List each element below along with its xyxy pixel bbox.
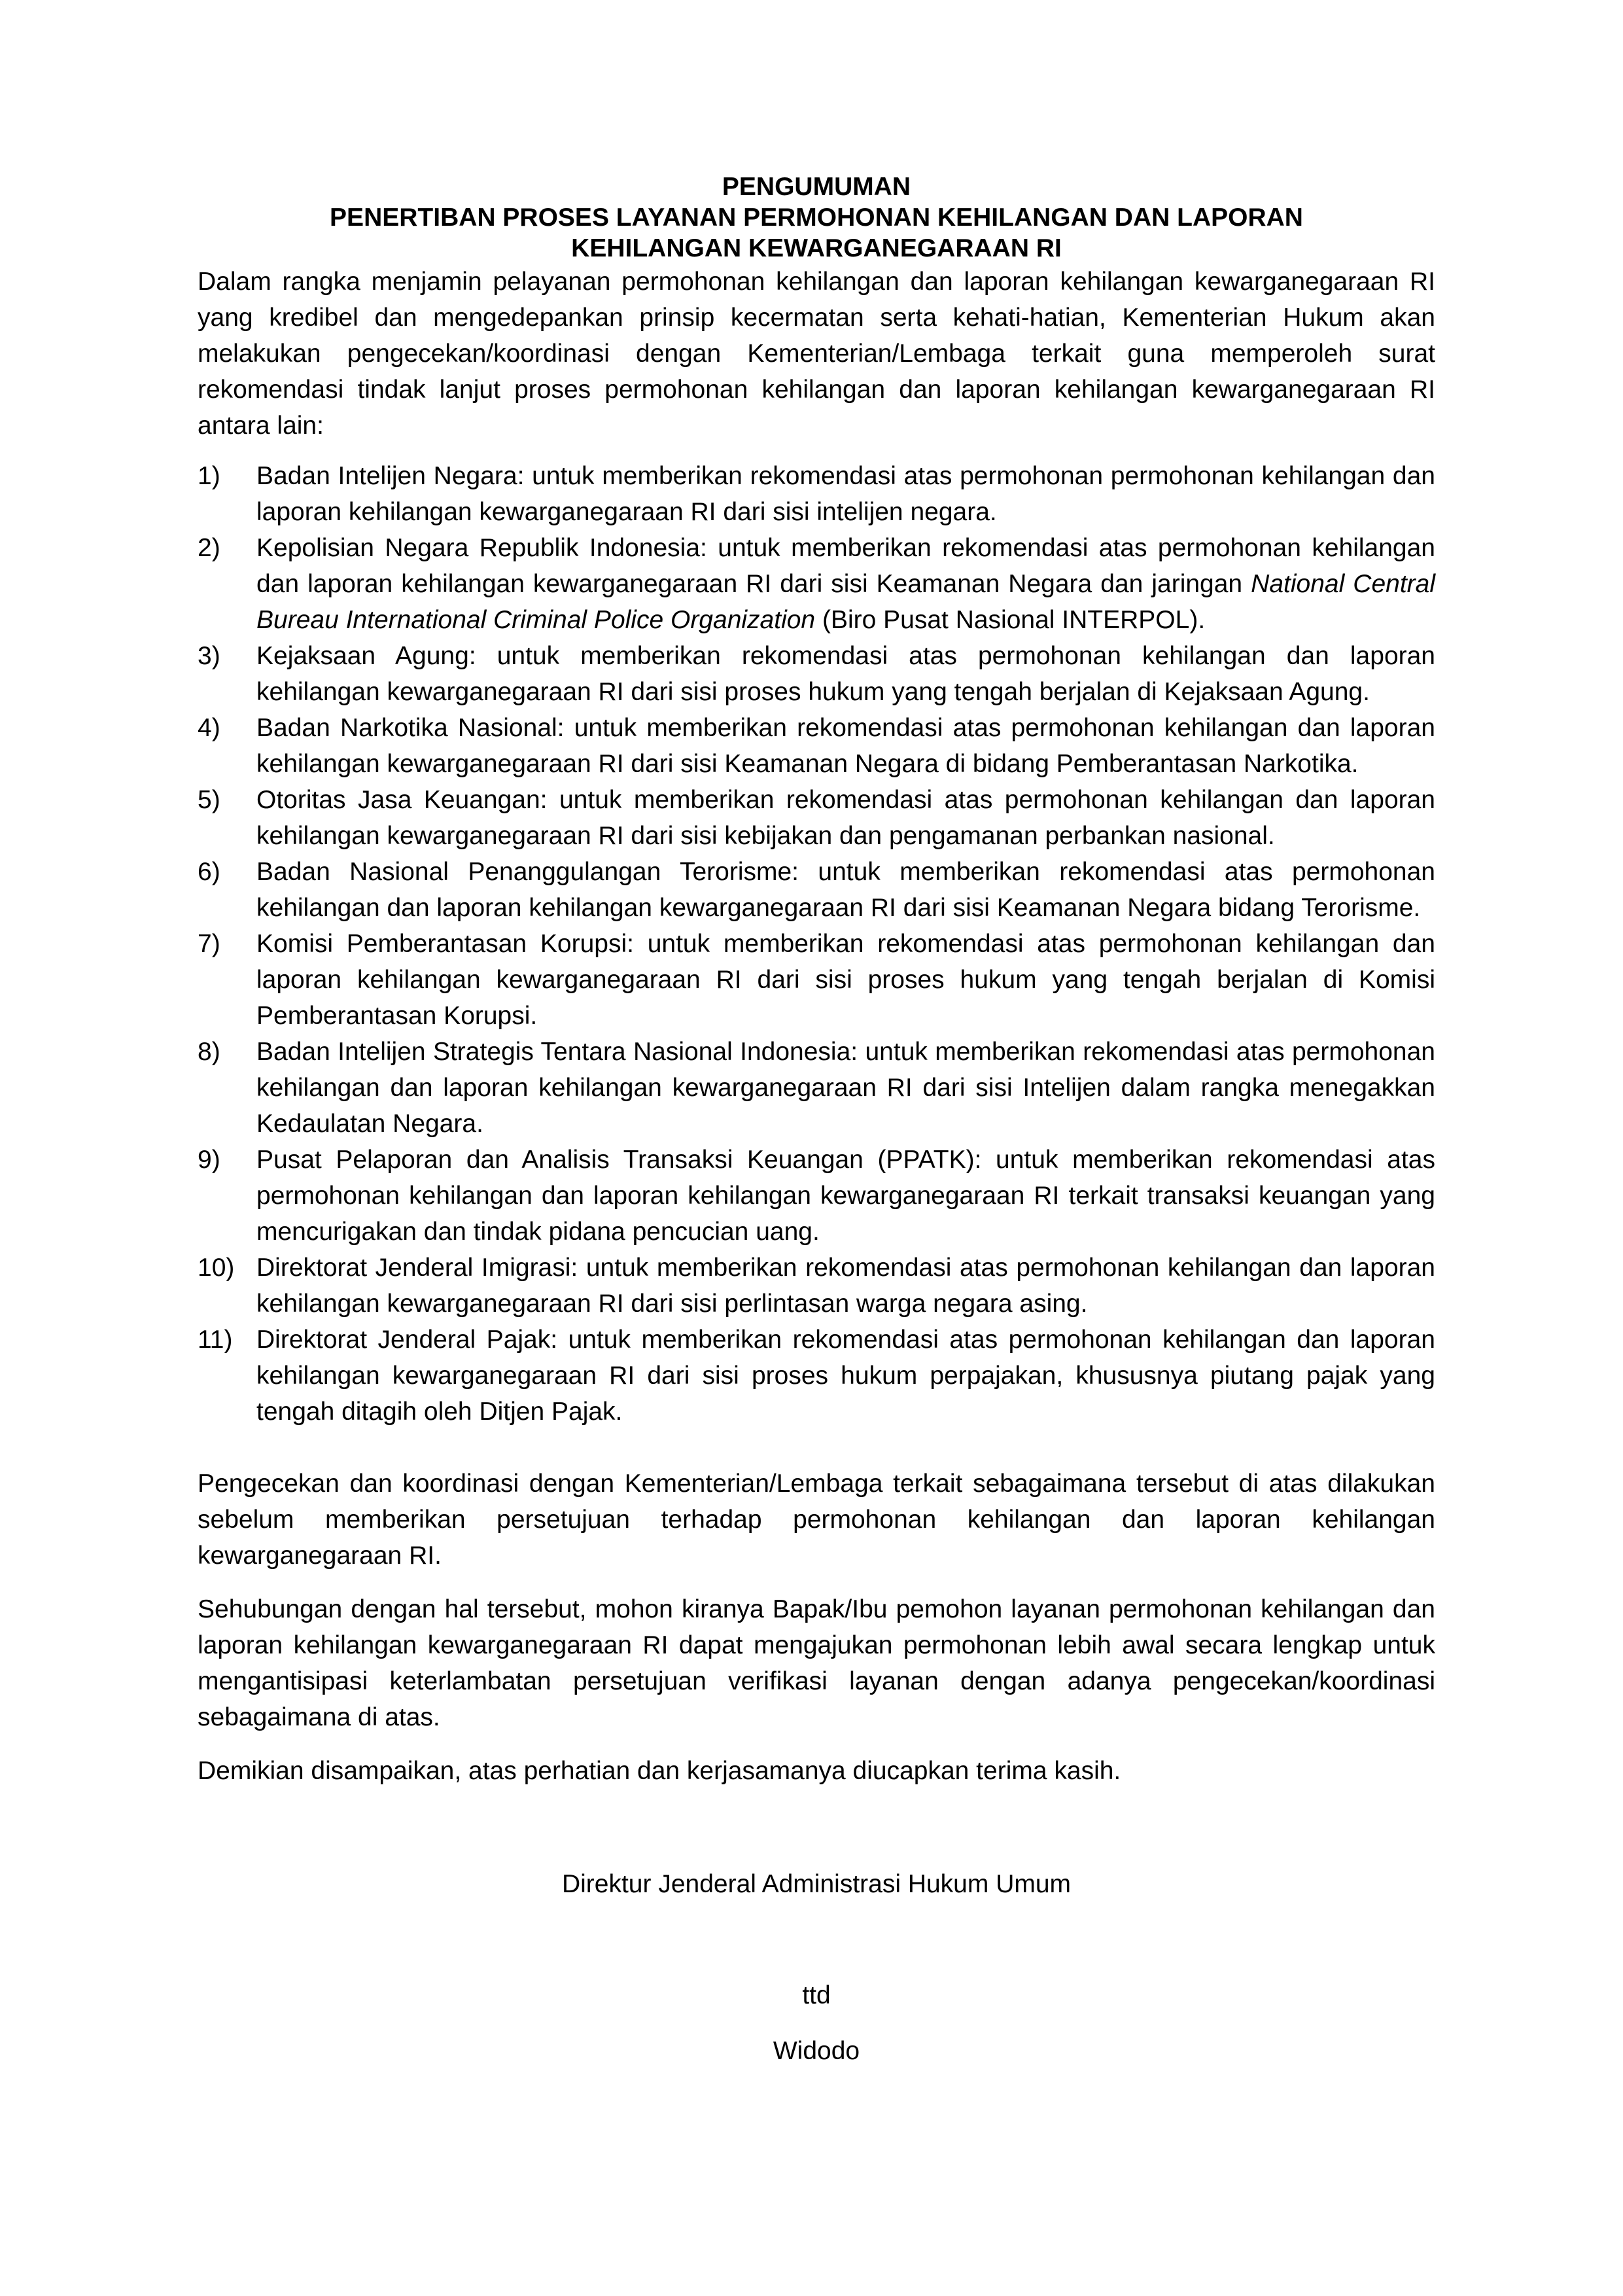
list-item-number: 1) [198,462,220,490]
list-item [198,782,1435,854]
closing-paragraph-3: Demikian disampaikan, atas perhatian dan kerjasamanya diucapkan terima kasih. [198,1757,1121,1785]
intro-paragraph: Dalam rangka menjamin pelayanan permohonan kehilangan dan laporan kehilangan kewarganegaraan RI yang kredibel dan mengedepankan prinsip kecermatan serta kehati-hatian, Kementerian Hukum akan melakukan pengecekan/koordinasi dengan Kementerian/Lembaga terkait guna memperoleh surat rekomendasi tindak lanjut proses permohonan kehilangan dan laporan kehilangan kewarganegaraan RI antara lain: [198,268,1435,440]
spacer [198,1735,1435,1753]
document-title [198,171,1435,264]
list-item-text: Direktorat Jenderal Imigrasi: untuk memberikan rekomendasi atas permohonan kehilangan dan laporan kehilangan kewarganegaraan RI dari sisi perlintasan warga negara asing. [256,1254,1435,1318]
signatory-name: Widodo [773,2037,860,2065]
list-item-number: 10) [198,1254,235,1282]
list-item-number: 3) [198,642,220,670]
list-item-text: Pusat Pelaporan dan Analisis Transaksi Keuangan (PPATK): untuk memberikan rekomendasi atas permohonan kehilangan dan laporan kehilangan kewarganegaraan RI terkait transaksi keuangan yang mencurigakan dan tindak pidana pencucian uang. [256,1146,1435,1246]
list-item [198,854,1435,926]
list-item [198,926,1435,1034]
list-item-number: 2) [198,534,220,562]
spacer [198,1430,1435,1466]
list-item-text: Direktorat Jenderal Pajak: untuk memberikan rekomendasi atas permohonan kehilangan dan laporan kehilangan kewarganegaraan RI dari sisi proses hukum perpajakan, khususnya piutang pajak yang tengah ditagih oleh Ditjen Pajak. [256,1326,1435,1426]
list-item-number: 9) [198,1146,220,1174]
list-item [198,1322,1435,1430]
list-item [198,710,1435,782]
list-item-text: Komisi Pemberantasan Korupsi: untuk memberikan rekomendasi atas permohonan kehilangan dan laporan kehilangan kewarganegaraan RI dari sisi proses hukum yang tengah berjalan di Komisi Pemberantasan Korupsi. [256,930,1435,1030]
spacer [198,1574,1435,1591]
list-item-text: Badan Nasional Penanggulangan Terorisme: untuk memberikan rekomendasi atas permohonan kehilangan dan laporan kehilangan kewarganegaraan RI dari sisi Keamanan Negara bidang Terorisme. [256,858,1435,922]
list-item-text: Kejaksaan Agung: untuk memberikan rekomendasi atas permohonan kehilangan dan laporan kehilangan kewarganegaraan RI dari sisi proses hukum yang tengah berjalan di Kejaksaan Agung. [256,642,1435,706]
list-item-number: 5) [198,786,220,814]
list-item [198,1142,1435,1250]
list-item [198,458,1435,530]
list-item-number: 7) [198,930,220,958]
closing-paragraph-2: Sehubungan dengan hal tersebut, mohon kiranya Bapak/Ibu pemohon layanan permohonan kehilangan dan laporan kehilangan kewarganegaraan RI dapat mengajukan permohonan lebih awal secara lengkap untuk mengantisipasi keterlambatan persetujuan verifikasi layanan dengan adanya pengecekan/koordinasi sebagaimana di atas. [198,1595,1435,1731]
document-page [198,171,1435,2069]
list-item [198,1250,1435,1322]
list-item-text: Badan Narkotika Nasional: untuk memberikan rekomendasi atas permohonan kehilangan dan laporan kehilangan kewarganegaraan RI dari sisi Keamanan Negara di bidang Pemberantasan Narkotika. [256,714,1435,778]
signature-position: Direktur Jenderal Administrasi Hukum Umum [561,1870,1072,1898]
list-item-text: Otoritas Jasa Keuangan: untuk memberikan rekomendasi atas permohonan kehilangan dan laporan kehilangan kewarganegaraan RI dari sisi kebijakan dan pengamanan perbankan nasional. [256,786,1435,850]
list-item-italic-text: National Central Bureau International Criminal Police Organization [256,570,1435,634]
title-line-2: PENERTIBAN PROSES LAYANAN PERMOHONAN KEHILANGAN DAN LAPORAN [330,203,1303,232]
list-item [198,530,1435,638]
list-item-number: 8) [198,1038,220,1066]
list-item-number: 4) [198,714,220,742]
title-line-3: KEHILANGAN KEWARGANEGARAAN RI [571,234,1062,262]
signature-ttd: ttd [802,1981,831,2009]
list-item-text: Badan Intelijen Strategis Tentara Nasional Indonesia: untuk memberikan rekomendasi atas permohonan kehilangan dan laporan kehilangan kewarganegaraan RI dari sisi Intelijen dalam rangka menegakkan Kedaulatan Negara. [256,1038,1435,1138]
list-item-text-part: Kepolisian Negara Republik Indonesia: untuk memberikan rekomendasi atas permohonan kehilangan dan laporan kehilangan kewarganegaraan RI dari sisi Keamanan Negara dan jaringan [256,534,1435,598]
title-line-1: PENGUMUMAN [722,173,911,201]
agency-list [198,458,1435,1430]
list-item-number: 11) [198,1326,233,1354]
list-item-text-part: (Biro Pusat Nasional INTERPOL). [815,606,1206,634]
closing-paragraph-1: Pengecekan dan koordinasi dengan Kementerian/Lembaga terkait sebagaimana tersebut di atas dilakukan sebelum memberikan persetujuan terhadap permohonan kehilangan dan laporan kehilangan kewarganegaraan RI. [198,1470,1435,1570]
list-item [198,638,1435,710]
list-item [198,1034,1435,1142]
list-item-number: 6) [198,858,220,886]
list-item-text [256,530,1435,638]
list-item-text: Badan Intelijen Negara: untuk memberikan rekomendasi atas permohonan permohonan kehilangan dan laporan kehilangan kewarganegaraan RI dari sisi intelijen negara. [256,462,1435,526]
